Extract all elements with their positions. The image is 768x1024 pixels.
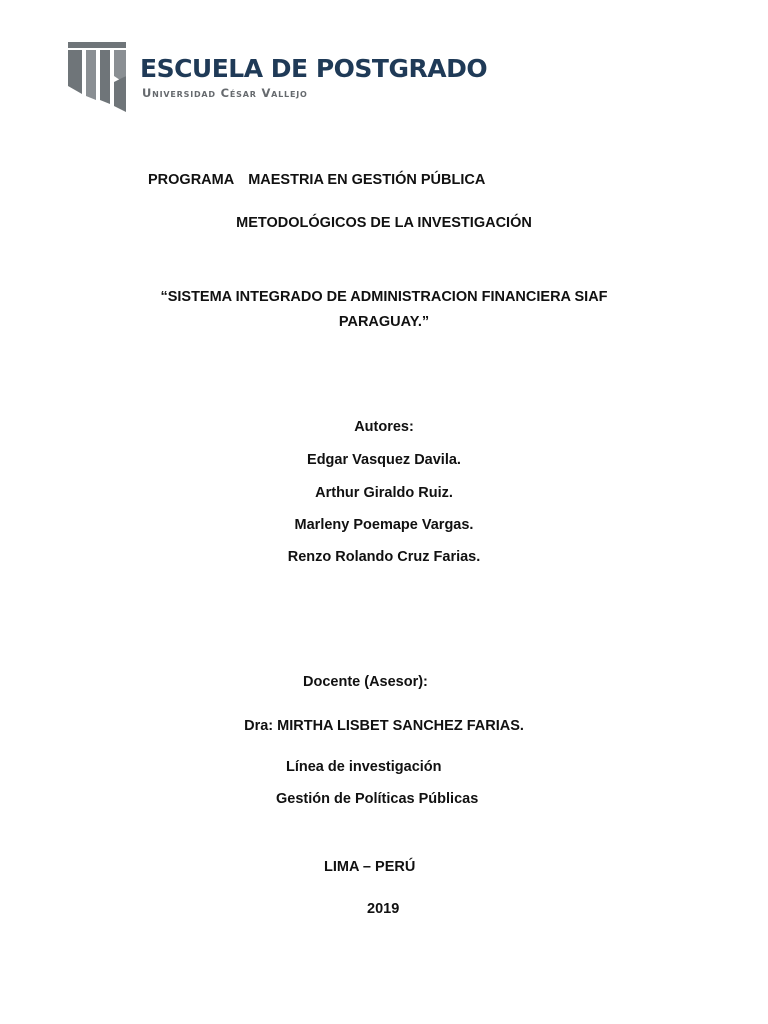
author-name: Arthur Giraldo Ruiz.	[315, 485, 453, 501]
location: LIMA – PERÚ	[324, 859, 416, 875]
author-name: Edgar Vasquez Davila.	[307, 452, 461, 468]
advisor-name: Dra: MIRTHA LISBET SANCHEZ FARIAS.	[244, 718, 524, 734]
advisor-heading: Docente (Asesor):	[303, 674, 428, 690]
program-value: MAESTRIA EN GESTIÓN PÚBLICA	[248, 172, 486, 188]
program-line	[148, 172, 485, 188]
logo-emblem-icon	[66, 42, 128, 112]
program-label: PROGRAMA	[148, 172, 235, 188]
thesis-title-line-2: PARAGUAY.”	[338, 314, 430, 330]
logo-title: ESCUELA DE POSTGRADO	[140, 54, 488, 83]
author-name: Marleny Poemape Vargas.	[294, 517, 474, 533]
authors-heading: Autores:	[354, 419, 414, 435]
university-logo	[66, 42, 488, 114]
thesis-title-line-1: “SISTEMA INTEGRADO DE ADMINISTRACION FINANCIERA SIAF	[160, 289, 608, 305]
research-line-heading: Línea de investigación	[286, 759, 442, 775]
year: 2019	[367, 901, 400, 917]
research-line-value: Gestión de Políticas Públicas	[276, 791, 479, 807]
author-name: Renzo Rolando Cruz Farias.	[287, 549, 481, 565]
logo-subtitle: Universidad César Vallejo	[142, 86, 308, 100]
course-title: METODOLÓGICOS DE LA INVESTIGACIÓN	[236, 215, 532, 231]
